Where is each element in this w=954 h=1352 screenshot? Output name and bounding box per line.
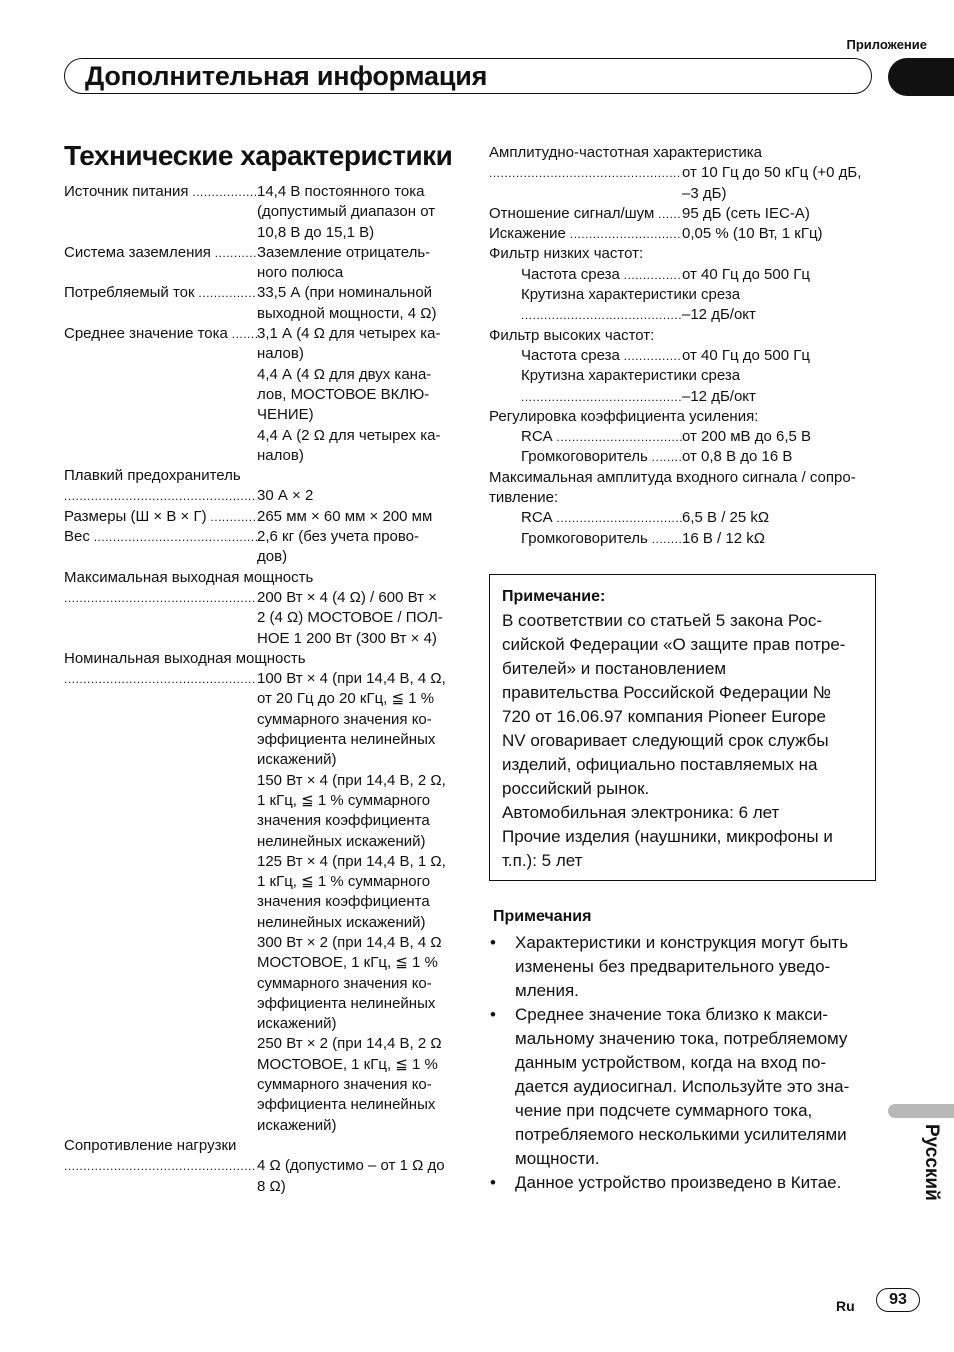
spec-value-line: 16 В / 12 kΩ [682,529,765,547]
spec-heading: Плавкий предохранитель [64,467,241,485]
appendix-label: Приложение [846,37,927,52]
header-title: Дополнительная информация [85,61,488,91]
spec-label [64,669,257,1136]
spec-row [64,486,454,506]
note-item-line: мальному значению тока, потребляемому [515,1029,848,1048]
spec-value [682,305,877,325]
spec-value-line: искажений) [257,1015,337,1033]
spec-label: RCA ..... [489,427,682,447]
spec-value-line: 150 Вт × 4 (при 14,4 В, 2 Ω, [257,771,446,789]
note-item-line: • Данное устройство произведено в Китае. [515,1173,842,1192]
spec-value-line: 2,6 кг (без учета прово- [257,528,420,546]
spec-value-line: 0,05 % (10 Вт, 1 кГц) [682,225,823,243]
spec-row [489,529,879,549]
spec-value-line: значения коэффициента [257,893,430,911]
spec-value-line: 4,4 А (2 Ω для четырех ка- [257,426,441,444]
spec-value-line: Заземление отрицатель- [257,243,431,261]
spec-value [682,387,877,407]
language-tab-label: Русский [921,1124,942,1201]
spec-value-line: МОСТОВОЕ, 1 кГц, ≦ 1 % [257,1055,438,1073]
spec-row [489,447,879,467]
spec-value [257,507,452,527]
spec-heading: Максимальная выходная мощность [64,568,314,586]
spec-heading: Максимальная амплитуда входного сигнала / сопро- [489,468,856,486]
spec-value [682,508,877,528]
note-item-line: данным устройством, когда на вход по- [515,1053,827,1072]
note-line: изделий, официально поставляемых на [502,755,818,774]
spec-value [682,447,877,467]
spec-row [489,204,879,224]
spec-label: Источник питания ..... [64,182,257,243]
spec-value [682,529,877,549]
spec-row [64,324,454,466]
spec-value [257,283,452,324]
spec-heading: Фильтр низких частот: [489,245,644,263]
spec-label: RCA ..... [489,508,682,528]
spec-value [257,182,452,243]
spec-heading: Крутизна характеристики среза [521,286,741,304]
spec-value [257,669,452,1136]
spec-value-line: нелинейных искажений) [257,832,426,850]
note-item-line: мления. [515,981,579,1000]
spec-value-line: значения коэффициента [257,812,430,830]
spec-row [64,588,454,649]
spec-row [64,527,454,568]
spec-row [489,305,879,325]
spec-value-line: эффициента нелинейных [257,994,436,1012]
note-line: т.п.): 5 лет [502,851,583,870]
spec-row [64,669,454,1136]
spec-row [64,243,454,284]
spec-label [64,588,257,649]
spec-value-line: эффициента нелинейных [257,1096,436,1114]
spec-value-line: 6,5 В / 25 kΩ [682,509,770,527]
spec-value-line: ного полюса [257,264,344,282]
spec-value-line: 250 Вт × 2 (при 14,4 В, 2 Ω [257,1035,442,1053]
spec-label: Вес ..... [64,527,257,568]
spec-heading: Сопротивление нагрузки [64,1136,237,1154]
spec-label [64,1156,257,1197]
spec-row [64,1156,454,1197]
spec-label: Громкоговоритель ..... [489,529,682,549]
spec-value-line: 33,5 А (при номинальной [257,284,433,302]
spec-value-line: 4,4 А (4 Ω для двух кана- [257,365,432,383]
spec-row [64,507,454,527]
spec-value-line: 200 Вт × 4 (4 Ω) / 600 Вт × [257,588,437,606]
spec-value-line: искажений) [257,1116,337,1134]
spec-label [64,486,257,506]
spec-heading: Фильтр высоких частот: [489,326,655,344]
spec-value-line: выходной мощности, 4 Ω) [257,304,437,322]
spec-value-line: нелинейных искажений) [257,913,426,931]
spec-heading: тивление: [489,489,559,507]
spec-value [257,243,452,284]
language-code: Ru [836,1298,855,1314]
language-tab-bar [888,1104,954,1118]
spec-value [257,588,452,649]
spec-value-line: от 40 Гц до 500 Гц [682,265,810,283]
spec-label [489,305,682,325]
spec-value-line: 3,1 А (4 Ω для четырех ка- [257,325,441,343]
spec-value [682,346,877,366]
note-line: NV оговаривает следующий срок службы [502,731,829,750]
spec-value-line: от 0,8 В до 16 В [682,448,793,466]
spec-heading: Номинальная выходная мощность [64,649,306,667]
spec-value-line: налов) [257,345,304,363]
note-item [493,931,873,1003]
spec-value-line: –12 дБ/окт [682,387,756,405]
notes-list [493,931,873,1195]
spec-heading: Регулировка коэффициента усиления: [489,407,759,425]
legal-note-box [489,574,876,881]
spec-value-line: НОЕ 1 200 Вт (300 Вт × 4) [257,629,437,647]
spec-value-line: 95 дБ (сеть IEC-A) [682,204,810,222]
spec-value-line: 1 кГц, ≦ 1 % суммарного [257,873,431,891]
spec-value [682,224,877,244]
spec-value-line: 2 (4 Ω) МОСТОВОЕ / ПОЛ- [257,609,443,627]
spec-value [257,1156,452,1197]
note-item [493,1003,873,1171]
note-line: Прочие изделия (наушники, микрофоны и [502,827,833,846]
spec-label [489,163,682,204]
spec-value-line: 14,4 В постоянного тока [257,183,425,200]
spec-row [489,387,879,407]
spec-value-line: от 20 Гц до 20 кГц, ≦ 1 % [257,690,435,708]
spec-value [257,324,452,466]
note-item-line: потребляемого несколькими усилителями [515,1125,847,1144]
spec-row [489,427,879,447]
spec-value-line: 30 А × 2 [257,487,314,505]
spec-value-line: от 200 мВ до 6,5 В [682,428,812,446]
spec-row [489,265,879,285]
spec-label: Громкоговоритель ..... [489,447,682,467]
note-title: Примечание: [502,588,606,605]
note-item-line: • Среднее значение тока близко к макси- [515,1005,829,1024]
note-item-line: • Характеристики и конструкция могут быть [515,933,849,952]
note-line: Автомобильная электроника: 6 лет [502,803,780,822]
spec-list-right [489,143,879,549]
header-banner [64,58,872,94]
note-item-line: изменены без предварительного уведо- [515,957,831,976]
spec-value-line: искажений) [257,751,337,769]
spec-list-left [64,182,454,1197]
spec-value-line: эффициента нелинейных [257,731,436,749]
spec-value [682,163,877,204]
note-line: сийской Федерации «О защите прав потре- [502,635,846,654]
spec-value [682,204,877,224]
spec-value-line: МОСТОВОЕ, 1 кГц, ≦ 1 % [257,954,438,972]
spec-value-line: –3 дБ) [682,184,727,202]
spec-value [257,486,452,506]
notes-title: Примечания [493,908,592,925]
spec-row [64,283,454,324]
spec-value-line: от 40 Гц до 500 Гц [682,346,810,364]
spec-value-line: 300 Вт × 2 (при 14,4 В, 4 Ω [257,933,442,951]
spec-value [682,427,877,447]
spec-label: Потребляемый ток ..... [64,283,257,324]
spec-value-line: лов, МОСТОВОЕ ВКЛЮ- [257,385,430,403]
spec-row [489,346,879,366]
note-line: бителей» и постановлением [502,659,727,678]
spec-value-line: 4 Ω (допустимо – от 1 Ω до [257,1157,445,1175]
spec-value-line: налов) [257,446,304,464]
spec-value [682,265,877,285]
spec-value-line: 1 кГц, ≦ 1 % суммарного [257,791,431,809]
spec-value-line: –12 дБ/окт [682,306,756,324]
spec-label: Среднее значение тока ..... [64,324,257,466]
spec-row [489,508,879,528]
page-number: 93 [876,1288,920,1312]
note-line: 720 от 16.06.97 компания Pioneer Europe [502,707,826,726]
spec-value-line: суммарного значения ко- [257,1076,432,1094]
spec-label: Размеры (Ш × В × Г) ..... [64,507,257,527]
note-line: В соответствии со статьей 5 закона Рос- [502,611,823,630]
spec-value-line: суммарного значения ко- [257,974,432,992]
spec-value-line: 8 Ω) [257,1177,286,1195]
note-item-line: мощности. [515,1149,600,1168]
spec-value-line: 265 мм × 60 мм × 200 мм [257,507,433,525]
spec-label: Частота среза ..... [489,346,682,366]
spec-value-line: от 10 Гц до 50 кГц (+0 дБ, [682,164,862,182]
note-item [493,1171,873,1195]
spec-value-line: (допустимый диапазон от [257,203,436,221]
spec-value [257,527,452,568]
note-body [502,609,863,873]
note-line: российский рынок. [502,779,650,798]
spec-row [489,224,879,244]
note-line: правительства Российской Федерации № [502,683,832,702]
spec-heading: Амплитудно-частотная характеристика [489,144,762,161]
spec-value-line: 100 Вт × 4 (при 14,4 В, 4 Ω, [257,670,446,688]
header-tab [888,58,954,96]
spec-label: Частота среза ..... [489,265,682,285]
spec-value-line: ЧЕНИЕ) [257,406,314,424]
spec-label: Искажение ..... [489,224,682,244]
section-title: Технические характеристики [64,140,453,171]
spec-value-line: 10,8 В до 15,1 В) [257,223,375,241]
spec-label: Система заземления ..... [64,243,257,284]
note-item-line: дается аудиосигнал. Используйте это зна- [515,1077,850,1096]
spec-label [489,387,682,407]
spec-row [64,182,454,243]
spec-heading: Крутизна характеристики среза [521,367,741,385]
spec-value-line: суммарного значения ко- [257,710,432,728]
spec-value-line: дов) [257,548,288,566]
note-item-line: чение при подсчете суммарного тока, [515,1101,813,1120]
notes-section [493,905,873,1195]
spec-label: Отношение сигнал/шум ..... [489,204,682,224]
spec-row [489,163,879,204]
spec-value-line: 125 Вт × 4 (при 14,4 В, 1 Ω, [257,852,446,870]
